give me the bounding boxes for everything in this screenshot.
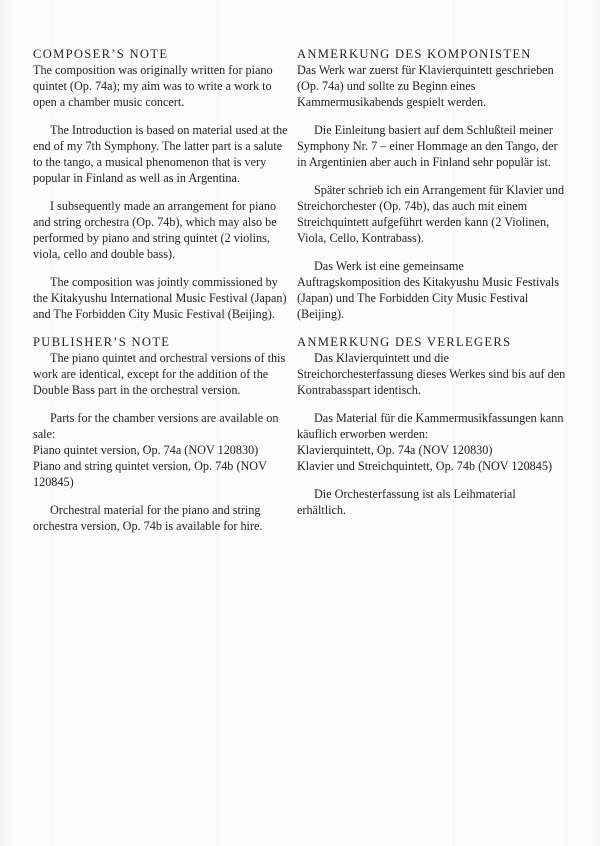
paragraph: Das Werk ist eine gemeinsame Auftragskomposition des Kitakyushu Music Festivals (Japan) und The Forbidden City Music Festival (Beijing).	[297, 259, 560, 321]
paragraph: Die Einleitung basiert auf dem Schlußteil meiner Symphony Nr. 7 – einer Hommage an den Tango, der in Argentinien aber auch in Finland sehr populär ist.	[297, 123, 558, 169]
paragraph: Das Klavierquintett und die Streichorchesterfassung dieses Werkes sind bis auf den Kontrabasspart identisch.	[297, 351, 566, 397]
catalog-line: Piano and string quintet version, Op. 74b (NOV 120845)	[33, 459, 267, 489]
paragraph: Die Orchesterfassung ist als Leihmaterial erhältlich.	[297, 487, 516, 517]
paragraph: The composition was jointly commissioned by the Kitakyushu International Music Festival (Japan) and The Forbidden City Music Festival (Beijing).	[33, 275, 287, 321]
paragraph: The Introduction is based on material used at the end of my 7th Symphony. The latter part is a salute to the tango, a musical phenomenon that is very popular in Finland as well as in Argentina.	[33, 123, 288, 185]
paragraph: The piano quintet and orchestral versions of this work are identical, except for the addition of the Double Bass part in the orchestral version.	[33, 351, 286, 397]
catalog-line: Klavier und Streichquintett, Op. 74b (NOV 120845)	[297, 459, 552, 473]
section-heading: COMPOSER’S NOTE	[33, 47, 169, 61]
section-heading: ANMERKUNG DES KOMPONISTEN	[297, 47, 532, 61]
paragraph: Das Werk war zuerst für Klavierquintett geschrieben (Op. 74a) und sollte zu Beginn eines Kammermusikabends gespielt werden.	[297, 63, 554, 109]
paragraph: Parts for the chamber versions are available on sale:	[33, 411, 279, 441]
english-notes-column	[33, 46, 292, 534]
catalog-line: Klavierquintett, Op. 74a (NOV 120830)	[297, 443, 493, 457]
paragraph: I subsequently made an arrangement for piano and string orchestra (Op. 74b), which may also be performed by piano and string quintet (2 violins, viola, cello and double bass).	[33, 199, 277, 261]
paragraph: Orchestral material for the piano and string orchestra version, Op. 74b is available for hire.	[33, 503, 263, 533]
paragraph: The composition was originally written for piano quintet (Op. 74a); my aim was to write a work to open a chamber music concert.	[33, 63, 273, 109]
paragraph: Später schrieb ich ein Arrangement für Klavier und Streichorchester (Op. 74b), das auch mit einem Streichquintett aufgeführt werden kann (2 Violinen, Viola, Cello, Kontrabass).	[297, 183, 565, 245]
german-notes-column	[297, 46, 567, 518]
paragraph: Das Material für die Kammermusikfassungen kann käuflich erworben werden:	[297, 411, 564, 441]
section-heading: ANMERKUNG DES VERLEGERS	[297, 335, 512, 349]
section-heading: PUBLISHER’S NOTE	[33, 335, 171, 349]
catalog-line: Piano quintet version, Op. 74a (NOV 120830)	[33, 443, 259, 457]
